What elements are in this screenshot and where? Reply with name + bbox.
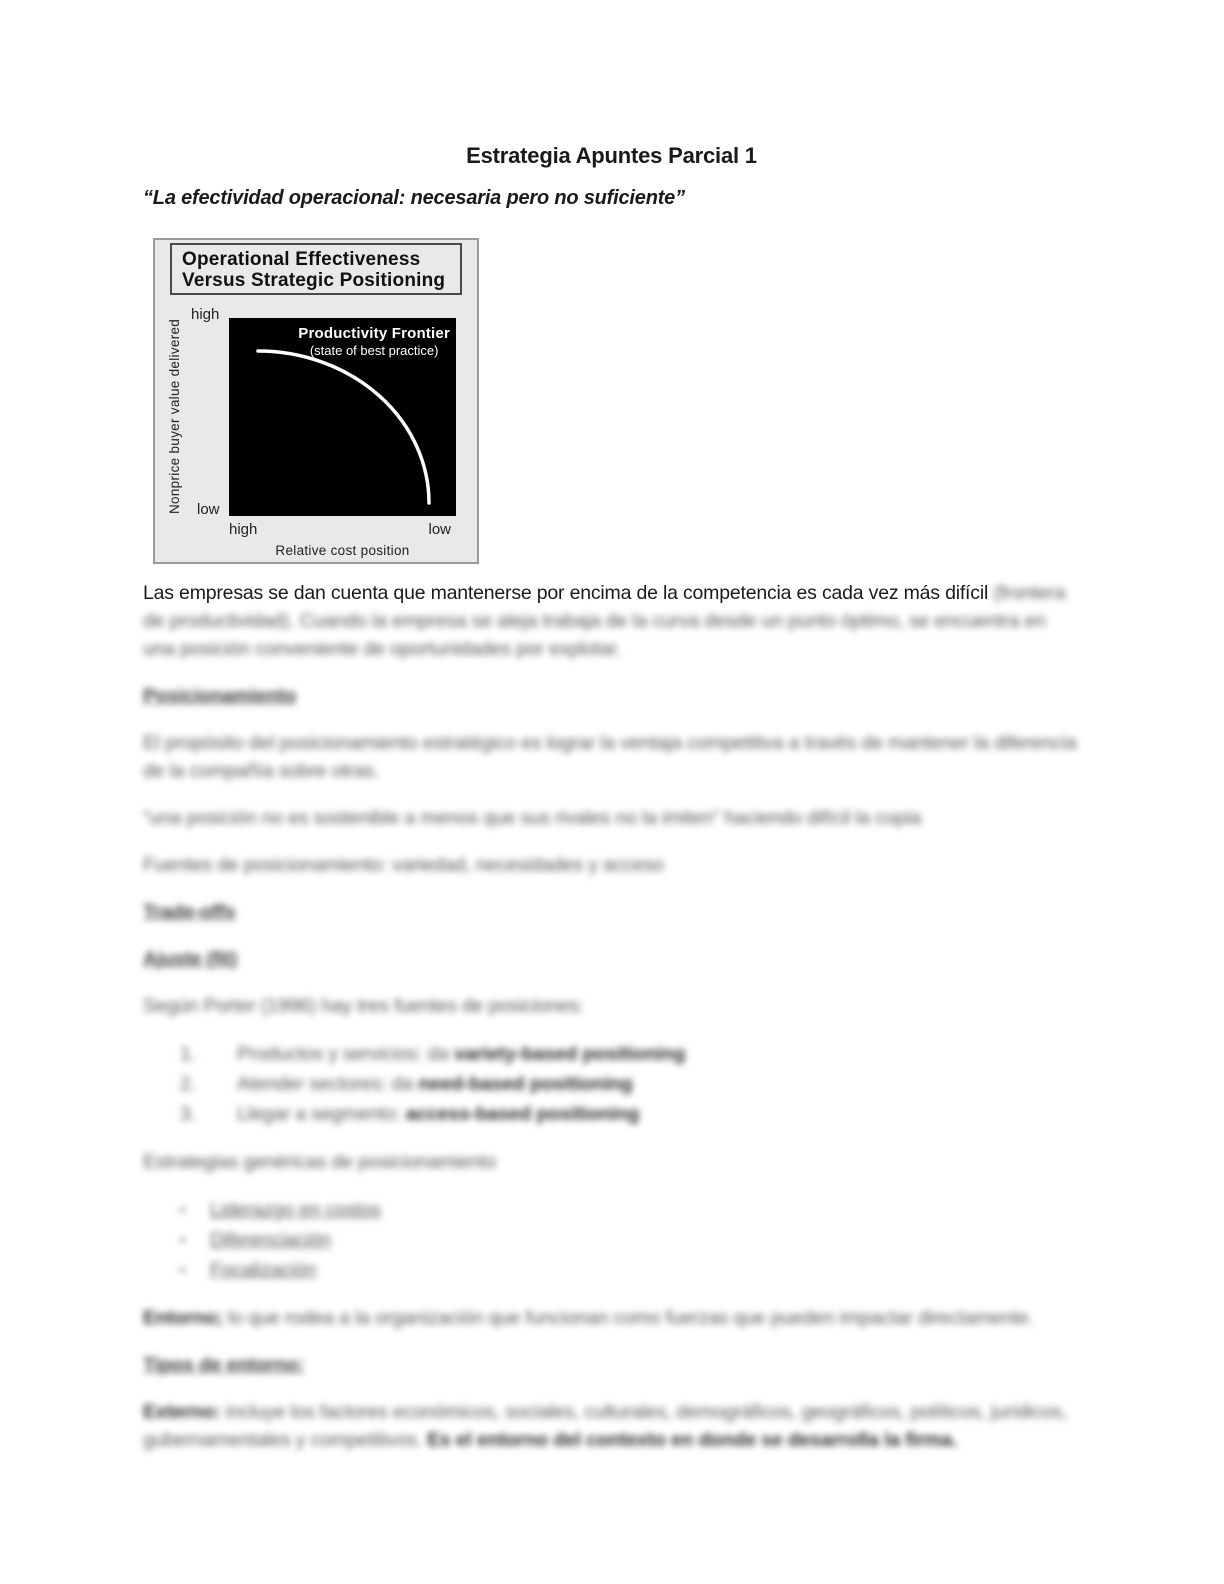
entorno-lead-bold: Entorno; [143, 1307, 223, 1329]
externo-lead-bold: Externo: [143, 1401, 221, 1423]
bullet-item [180, 1195, 1080, 1225]
x-axis-tick-low: low [428, 521, 451, 538]
x-axis-tick-high: high [229, 521, 258, 538]
paragraph-posicionamiento: El propósito del posicionamiento estratégico es lograr la ventaja competitiva a través de mantener la diferencia de la compañía sobre otras. [143, 732, 1077, 782]
frontier-label: Productivity Frontier [298, 325, 450, 342]
externo-end-bold: Es el entorno del contexto en donde se desarrolla la firma. [427, 1429, 958, 1451]
list-item [180, 1069, 1080, 1099]
heading-tipos-entorno: Tipos de entorno: [143, 1354, 304, 1376]
intro-paragraph [143, 579, 1080, 663]
list-item [180, 1099, 1080, 1129]
y-axis-tick-low: low [197, 501, 220, 518]
paragraph-position-quote: “una posición no es sostenible a menos que sus rivales no la imiten” haciendo difícil la copia [143, 807, 921, 829]
oe-vs-sp-figure [153, 238, 479, 564]
bullet-icon: ▪ [180, 1202, 185, 1217]
notes-body [143, 579, 1080, 1454]
list-item-text: Atender sectores: da [237, 1073, 419, 1095]
heading-ajuste-fit: Ajuste (fit) [143, 948, 238, 970]
intro-blurred-text: (frontera de productividad). Cuando la empresa se aleja trabaja de la curva desde un punto óptimo, se encuentra en una posición conveniente de oportunidades por explotar. [143, 582, 1066, 660]
line-estrategias-genericas: Estrategias genéricas de posicionamiento [143, 1151, 496, 1173]
line-porter-sources: Según Porter (1996) hay tres fuentes de posiciones: [143, 995, 584, 1017]
x-axis-label: Relative cost position [275, 543, 410, 558]
figure-title-line1: Operational Effectiveness [182, 249, 421, 270]
frontier-label-group [298, 325, 450, 358]
y-axis-tick-high: high [191, 306, 220, 323]
list-number: 1. [180, 1043, 196, 1065]
entorno-text: lo que rodea a la organización que funcionan como fuerzas que pueden impactar directamente. [222, 1307, 1034, 1329]
list-item-bold-text: access-based positioning [405, 1103, 640, 1125]
bullet-item-text: Liderazgo en costos [210, 1199, 381, 1221]
list-item-text: Productos y servicios: da [237, 1043, 454, 1065]
y-axis-label: Nonprice buyer value delivered [167, 318, 182, 514]
list-item-bold-text: variety-based positioning [453, 1043, 686, 1065]
list-number: 2. [180, 1073, 196, 1095]
list-item [180, 1039, 1080, 1069]
paragraph-externo [143, 1398, 1080, 1454]
page-title: Estrategia Apuntes Parcial 1 [466, 143, 757, 168]
externo-text: incluye los factores económicos, sociales, culturales, demográficos, geográficos, políticos, jurídicos, gubernamentales y competitivos. [143, 1401, 1067, 1451]
bullet-item [180, 1255, 1080, 1285]
figure-title-line2: Versus Strategic Positioning [182, 270, 446, 291]
frontier-sublabel: (state of best practice) [309, 343, 439, 358]
plot-area [229, 318, 456, 516]
line-fuentes: Fuentes de posicionamiento: variedad, necesidades y acceso [143, 854, 664, 876]
list-item-bold-text: need-based positioning [418, 1073, 633, 1095]
paragraph-entorno [143, 1304, 1080, 1332]
figure-title-box [170, 243, 462, 295]
bullet-icon: ▪ [180, 1262, 185, 1277]
intro-clear-line: Las empresas se dan cuenta que mantenerse por encima de la competencia es cada vez más difícil [143, 582, 989, 604]
positioning-sources-list [143, 1039, 1080, 1129]
list-item-text: Llegar a segmento: [237, 1103, 406, 1125]
bullet-item-text: Focalización [210, 1259, 316, 1281]
bullet-icon: ▪ [180, 1232, 185, 1247]
bullet-item-text: Diferenciación [210, 1229, 331, 1251]
article-quote: “La efectividad operacional: necesaria pero no suficiente” [143, 187, 685, 209]
bullet-item [180, 1225, 1080, 1255]
heading-trade-offs: Trade-offs [143, 901, 236, 923]
list-number: 3. [180, 1103, 196, 1125]
generic-strategies-list [143, 1195, 1080, 1285]
heading-posicionamiento: Posicionamiento [143, 685, 297, 707]
